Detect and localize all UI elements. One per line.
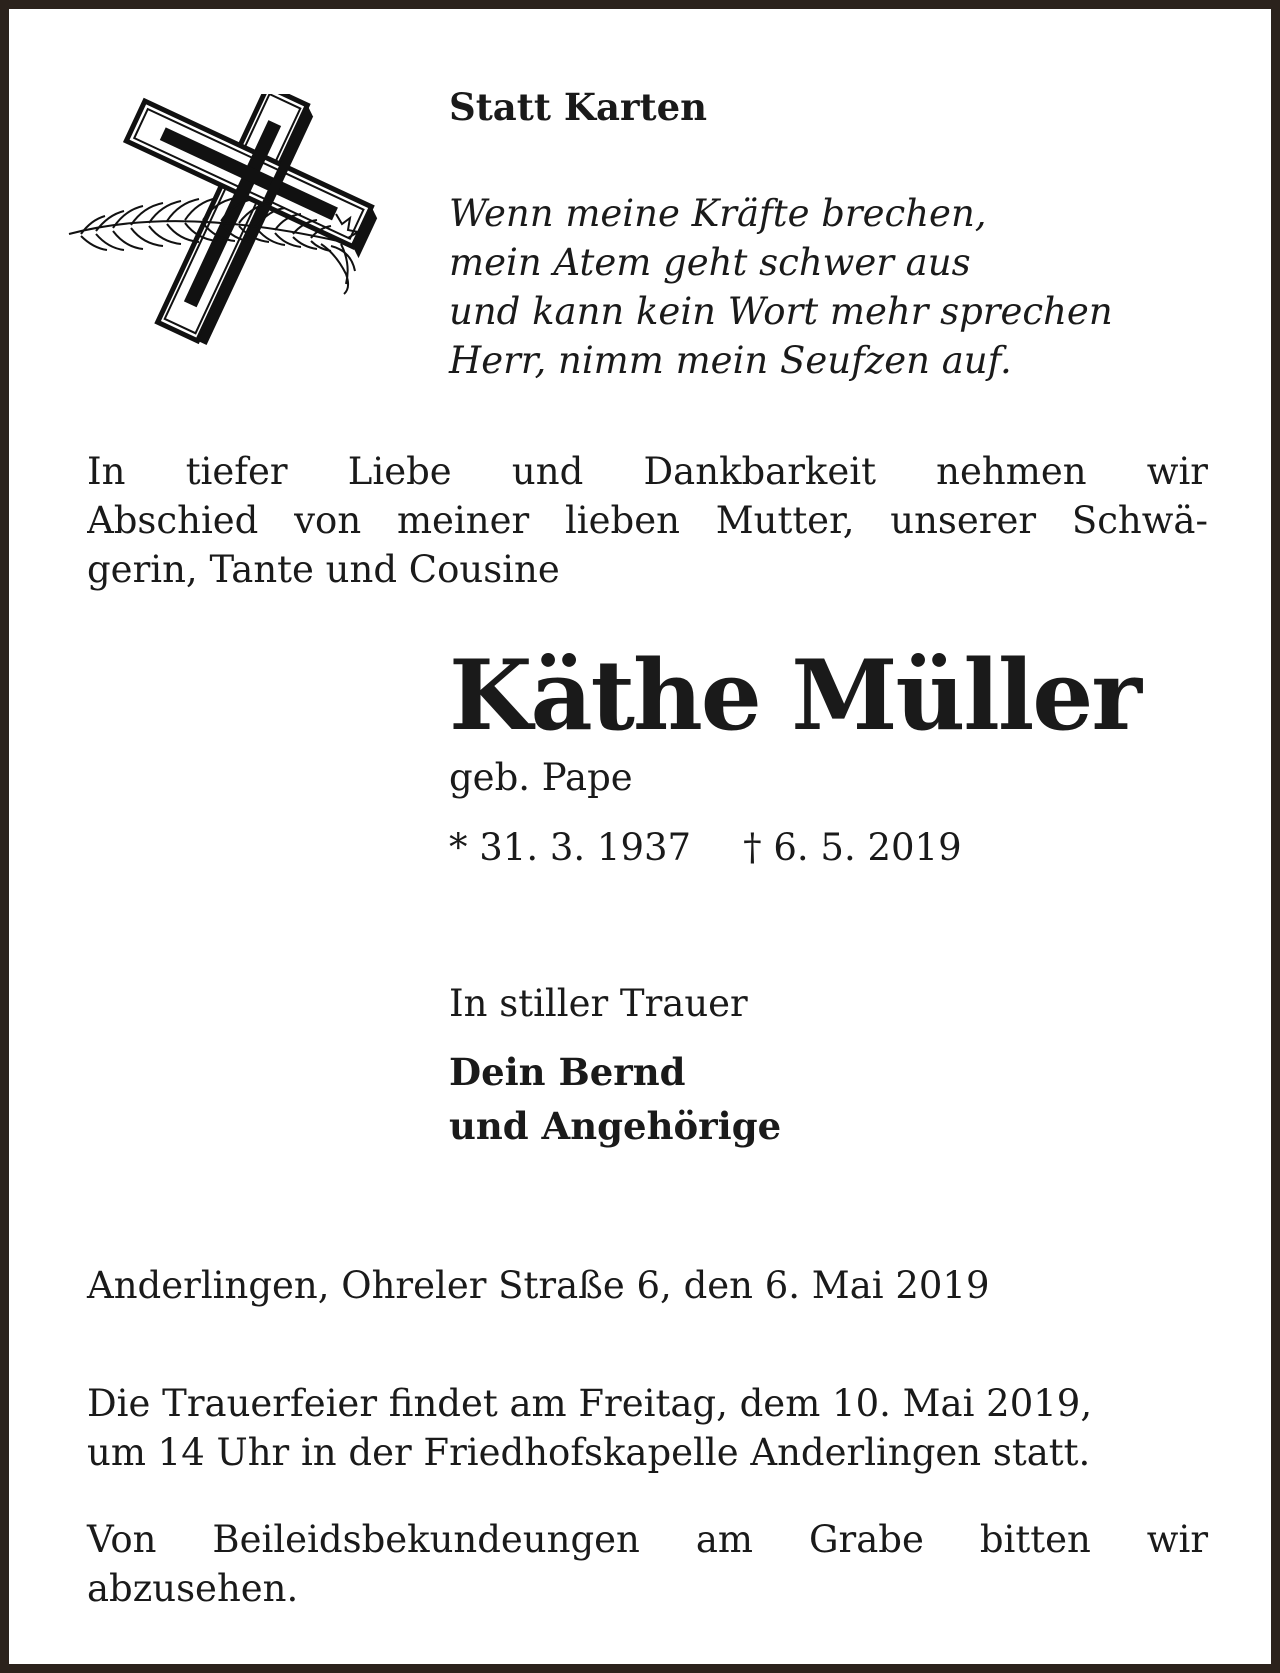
mourner-line: und Angehörige: [449, 1104, 782, 1148]
poem: [449, 189, 1113, 385]
condolence-line: abzusehen.: [87, 1567, 299, 1610]
funeral-line: Die Trauerfeier findet am Freitag, dem 10. Mai 2019,: [87, 1382, 1093, 1425]
poem-line: und kann kein Wort mehr sprechen: [449, 290, 1113, 333]
deceased-name: Käthe Müller: [449, 639, 1140, 752]
intro-line: Abschied von meiner lieben Mutter, unserer Schwä-: [87, 499, 1208, 542]
condolence-line: Von Beileidsbekundeungen am Grabe bitten wir: [87, 1518, 1208, 1561]
condolence-note: [87, 1515, 1208, 1613]
statt-karten-heading: Statt Karten: [449, 85, 708, 129]
birth-date: * 31. 3. 1937: [449, 826, 692, 869]
funeral-info: [87, 1379, 1092, 1477]
poem-line: Wenn meine Kräfte brechen,: [449, 192, 987, 235]
funeral-line: um 14 Uhr in der Friedhofskapelle Anderlingen statt.: [87, 1431, 1091, 1474]
intro-line: In tiefer Liebe und Dankbarkeit nehmen wir: [87, 450, 1208, 493]
cross-with-palm-icon: [61, 94, 401, 354]
birth-name: geb. Pape: [449, 756, 633, 799]
intro-line: gerin, Tante und Cousine: [87, 548, 560, 591]
intro-text: [87, 447, 1208, 594]
mourners-signature: [449, 1045, 781, 1153]
mourner-line: Dein Bernd: [449, 1050, 686, 1094]
death-date: † 6. 5. 2019: [743, 826, 962, 869]
poem-line: mein Atem geht schwer aus: [449, 241, 971, 284]
place-and-date: Anderlingen, Ohreler Straße 6, den 6. Mai 2019: [87, 1264, 990, 1307]
poem-line: Herr, nimm mein Seufzen auf.: [449, 339, 1012, 382]
mourning-intro: In stiller Trauer: [449, 982, 748, 1025]
life-dates: [449, 825, 962, 871]
